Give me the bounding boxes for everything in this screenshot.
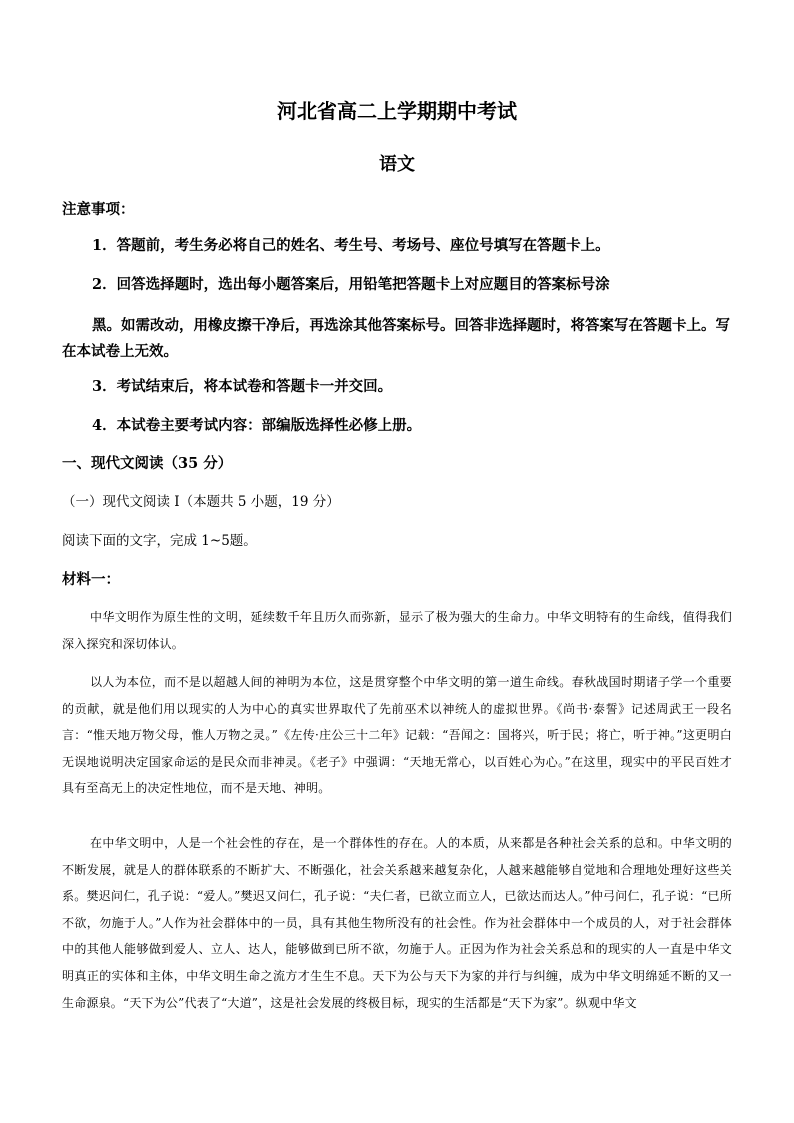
material-heading: 材料一： [62,571,120,588]
notice-item-2-continued: 黑。如需改动，用橡皮擦干净后，再选涂其他答案标号。回答非选择题时，将答案写在答题卡上。写在本试卷上无效。 [62,317,730,360]
reading-instruction: 阅读下面的文字，完成 1~5题。 [62,533,257,549]
notice-item-4: 4．本试卷主要考试内容：部编版选择性必修上册。 [92,417,422,434]
paragraph-3: 在中华文明中，人是一个社会性的存在，是一个群体性的存在。人的本质，从来都是各种社会关系的总和。中华文明的不断发展，就是人的群体联系的不断扩大、不断强化，社会关系越来越复杂化，人越来越能够自觉地和合理地处理好这些关系。樊迟问仁，孔子说：“爱人。”樊迟又问仁，孔子说：“夫仁者，已欲立而立人，已欲达而达人。”仲弓问仁，孔子说：“已所不欲，勿施于人。”人作为社会群体中的一员，具有其他生物所没有的社会性。作为社会群体中一个成员的人，对于社会群体中的其他人能够做到爱人、立人、达人，能够做到已所不欲，勿施于人。正因为作为社会关系总和的现实的人一直是中华文明真正的实体和主体，中华文明生命之流方才生生不息。天下为公与天下为家的并行与纠缠，成为中华文明绵延不断的又一生命源泉。“天下为公”代表了“大道”，这是社会发展的终极目标，现实的生活都是“天下为家”。纵观中华文 [62,836,732,1010]
notice-item-1: 1．答题前，考生务必将自己的姓名、考生号、考场号、座位号填写在答题卡上。 [92,237,610,254]
notice-item-2: 2．回答选择题时，选出每小题答案后，用铅笔把答题卡上对应题目的答案标号涂 [92,276,610,293]
paragraph-2: 以人为本位，而不是以超越人间的神明为本位，这是贯穿整个中华文明的第一道生命线。春秋战国时期诸子学一个重要的贡献，就是他们用以现实的人为中心的真实世界取代了先前巫术以神统人的虚拟世界。《尚书·泰誓》记述周武王一段名言：“惟天地万物父母，惟人万物之灵。”《左传·庄公三十二年》记载：“吾闻之：国将兴，听于民；将亡，听于神。”这更明白无误地说明决定国家命运的是民众而非神灵。《老子》中强调：“天地无常心，以百姓心为心。”在这里，现实中的平民百姓才具有至高无上的决定性地位，而不是天地、神明。 [62,675,732,796]
notice-item-3: 3．考试结束后，将本试卷和答题卡一并交回。 [92,378,393,395]
exam-title: 河北省高二上学期期中考试 [277,99,517,123]
notice-heading: 注意事项： [62,201,135,218]
exam-subject: 语文 [379,154,415,175]
paragraph-1: 中华文明作为原生性的文明，延续数千年且历久而弥新，显示了极为强大的生命力。中华文明特有的生命线，值得我们深入探究和深切体认。 [62,610,732,651]
subsection-heading: （一）现代文阅读 I（本题共 5 小题，19 分） [62,494,340,510]
section-heading: 一、现代文阅读（35 分） [62,455,233,472]
